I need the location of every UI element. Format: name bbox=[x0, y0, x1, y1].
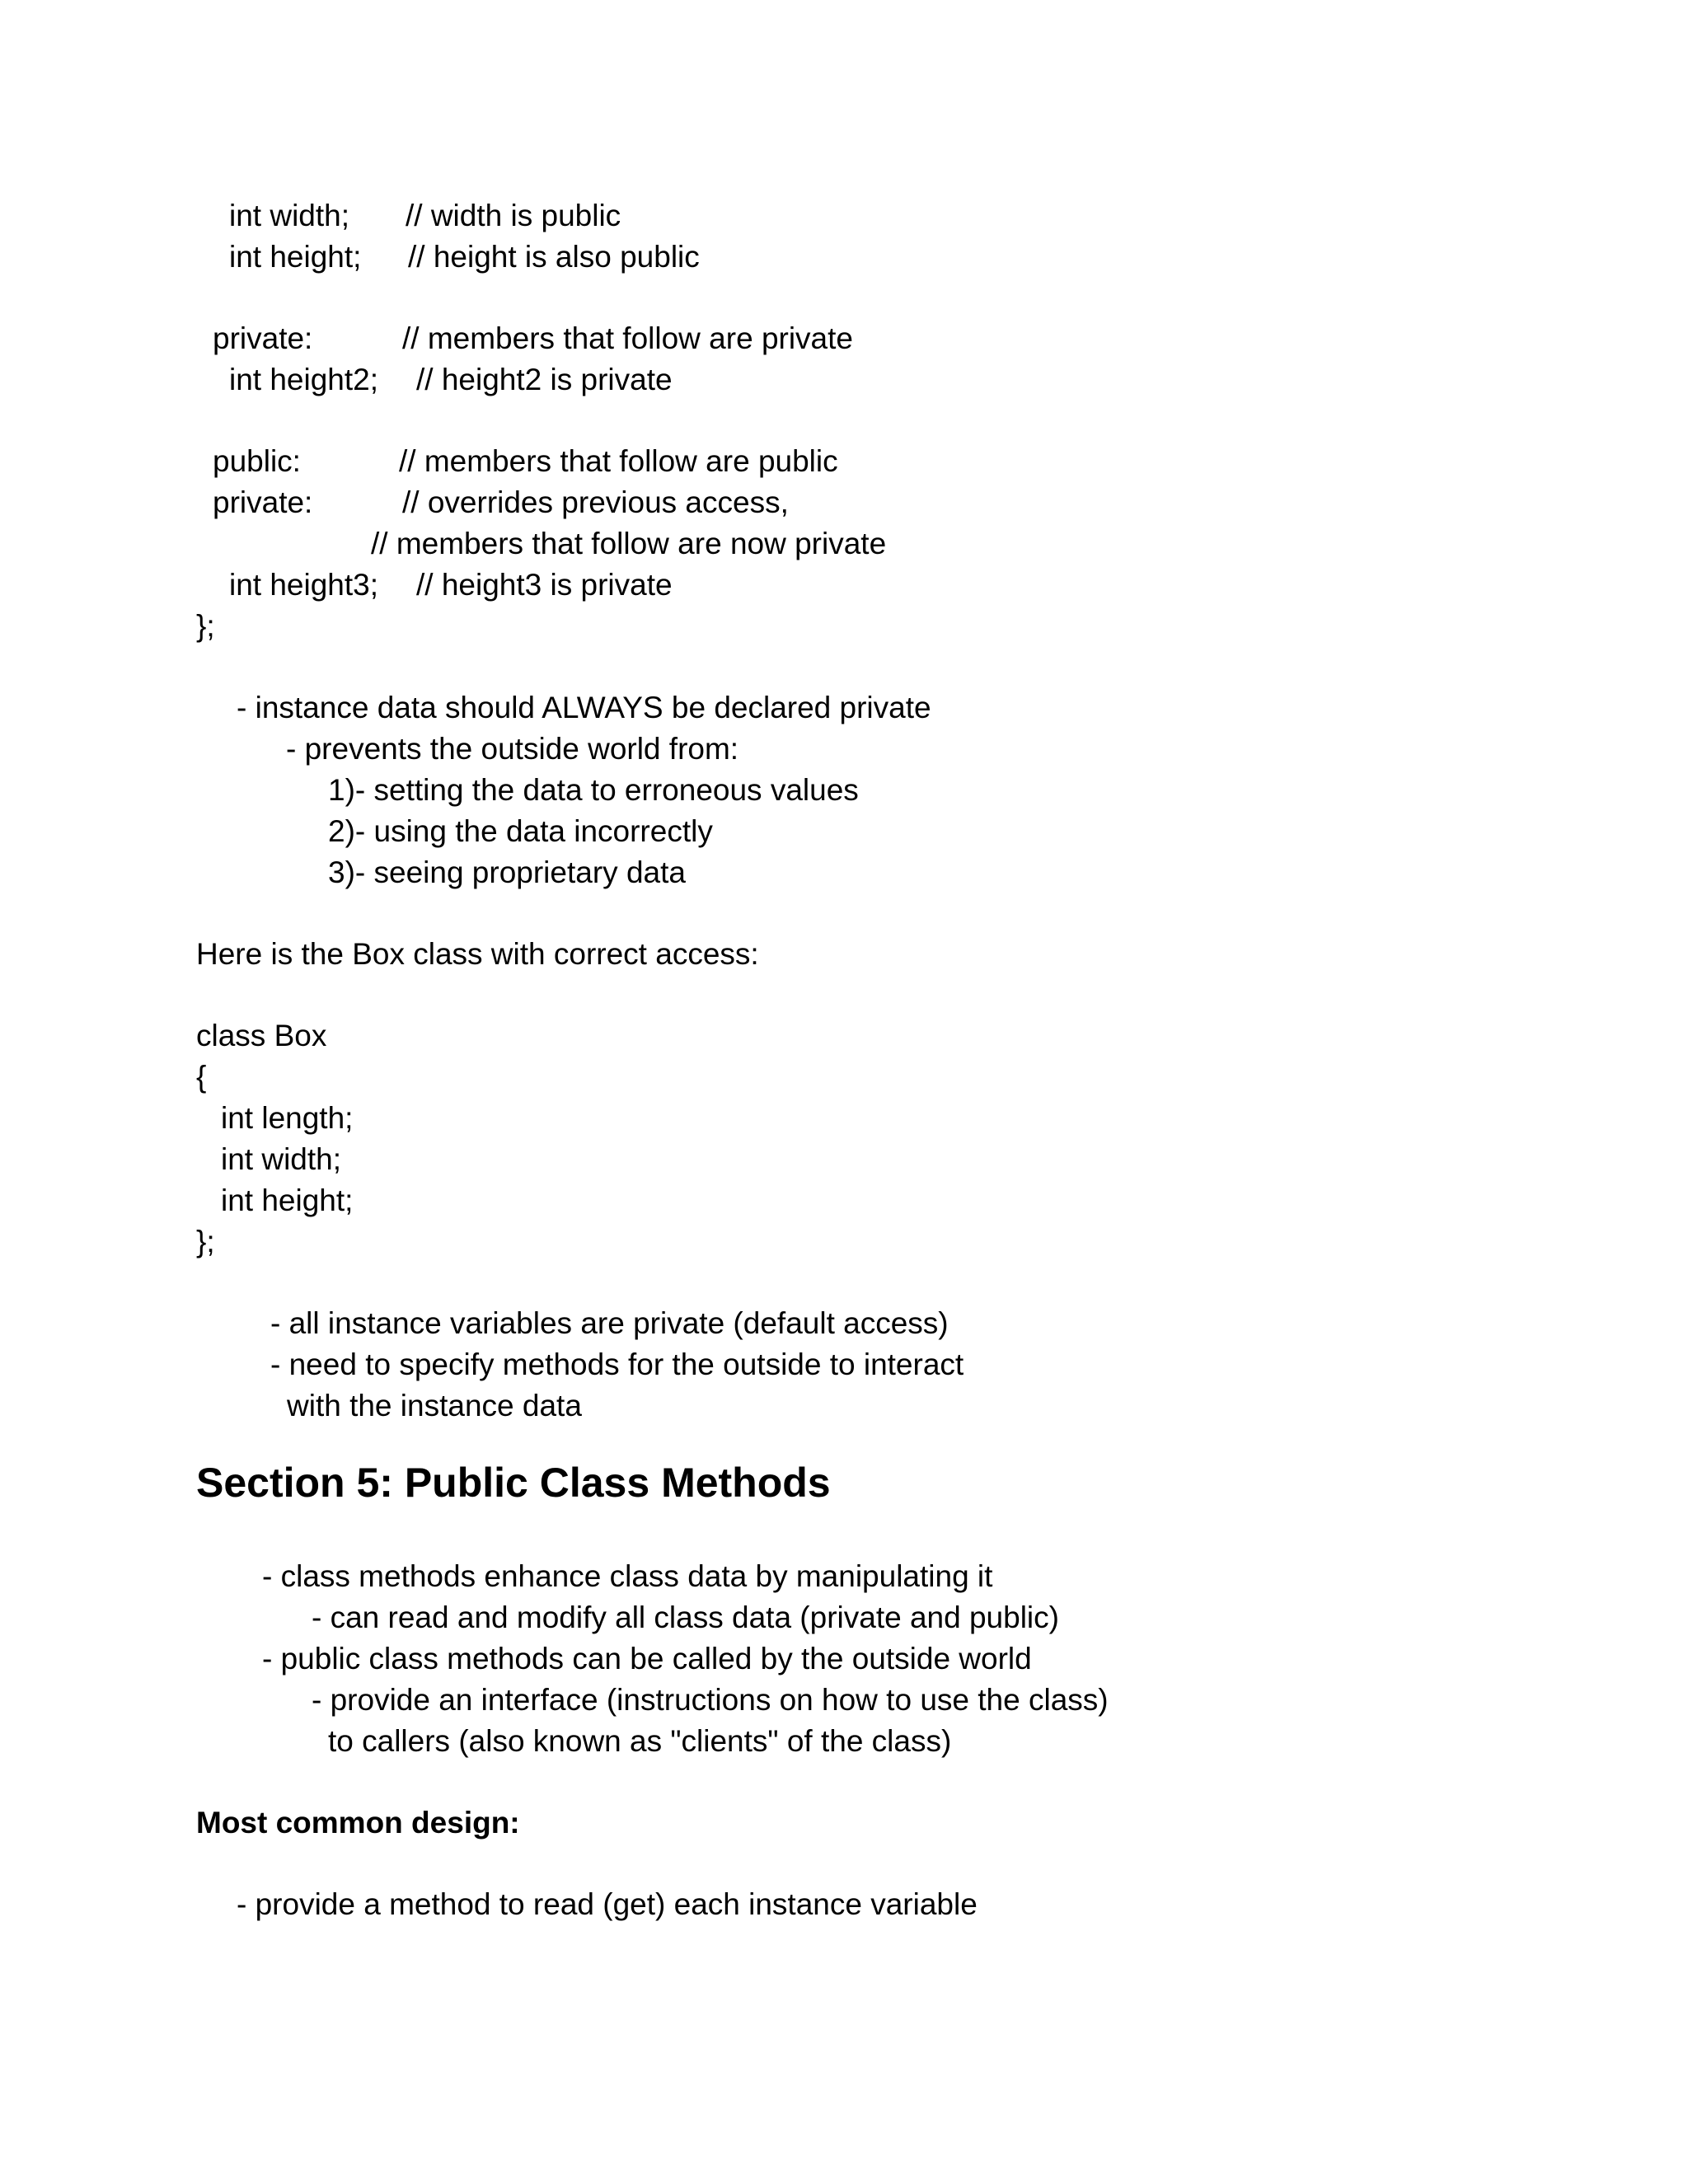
list-item: - instance data should ALWAYS be declared private bbox=[237, 691, 931, 724]
code-line: }; bbox=[196, 609, 215, 643]
code-line: int length; bbox=[221, 1101, 354, 1135]
code-comment: // height is also public bbox=[408, 240, 700, 274]
code-comment: // members that follow are private bbox=[402, 321, 853, 355]
code-comment: // members that follow are public bbox=[399, 444, 838, 478]
code-line: int height; bbox=[229, 240, 362, 274]
code-line: private: bbox=[213, 485, 313, 519]
list-item: 3)- seeing proprietary data bbox=[328, 855, 686, 889]
list-item: - need to specify methods for the outside to interact bbox=[270, 1347, 964, 1381]
list-item: 2)- using the data incorrectly bbox=[328, 814, 713, 848]
code-line: }; bbox=[196, 1225, 215, 1258]
code-line: private: bbox=[213, 321, 313, 355]
list-item: - class methods enhance class data by manipulating it bbox=[262, 1559, 993, 1593]
list-item: - provide an interface (instructions on how to use the class) bbox=[312, 1683, 1109, 1717]
code-line: int height2; bbox=[229, 363, 379, 396]
list-item: - prevents the outside world from: bbox=[286, 732, 739, 766]
code-line: int width; bbox=[229, 199, 350, 232]
code-line: { bbox=[196, 1060, 207, 1094]
code-comment: // width is public bbox=[406, 199, 621, 232]
list-item: - provide a method to read (get) each instance variable bbox=[237, 1887, 978, 1921]
list-item: with the instance data bbox=[287, 1389, 582, 1422]
list-item: - all instance variables are private (default access) bbox=[270, 1306, 949, 1340]
code-comment: // height2 is private bbox=[416, 363, 673, 396]
list-item: 1)- setting the data to erroneous values bbox=[328, 773, 859, 807]
section-heading: Section 5: Public Class Methods bbox=[196, 1460, 831, 1506]
code-line: public: bbox=[213, 444, 301, 478]
list-item: to callers (also known as "clients" of the class) bbox=[328, 1724, 952, 1758]
code-comment: // overrides previous access, bbox=[402, 485, 789, 519]
code-line: int width; bbox=[221, 1142, 342, 1176]
intro-text: Here is the Box class with correct access: bbox=[196, 937, 759, 971]
code-line: int height3; bbox=[229, 568, 379, 602]
code-comment: // members that follow are now private bbox=[371, 527, 887, 560]
code-comment: // height3 is private bbox=[416, 568, 673, 602]
subheading: Most common design: bbox=[196, 1806, 520, 1840]
list-item: - can read and modify all class data (private and public) bbox=[312, 1601, 1059, 1634]
code-line: int height; bbox=[221, 1183, 354, 1217]
code-line: class Box bbox=[196, 1019, 327, 1052]
list-item: - public class methods can be called by the outside world bbox=[262, 1642, 1032, 1675]
